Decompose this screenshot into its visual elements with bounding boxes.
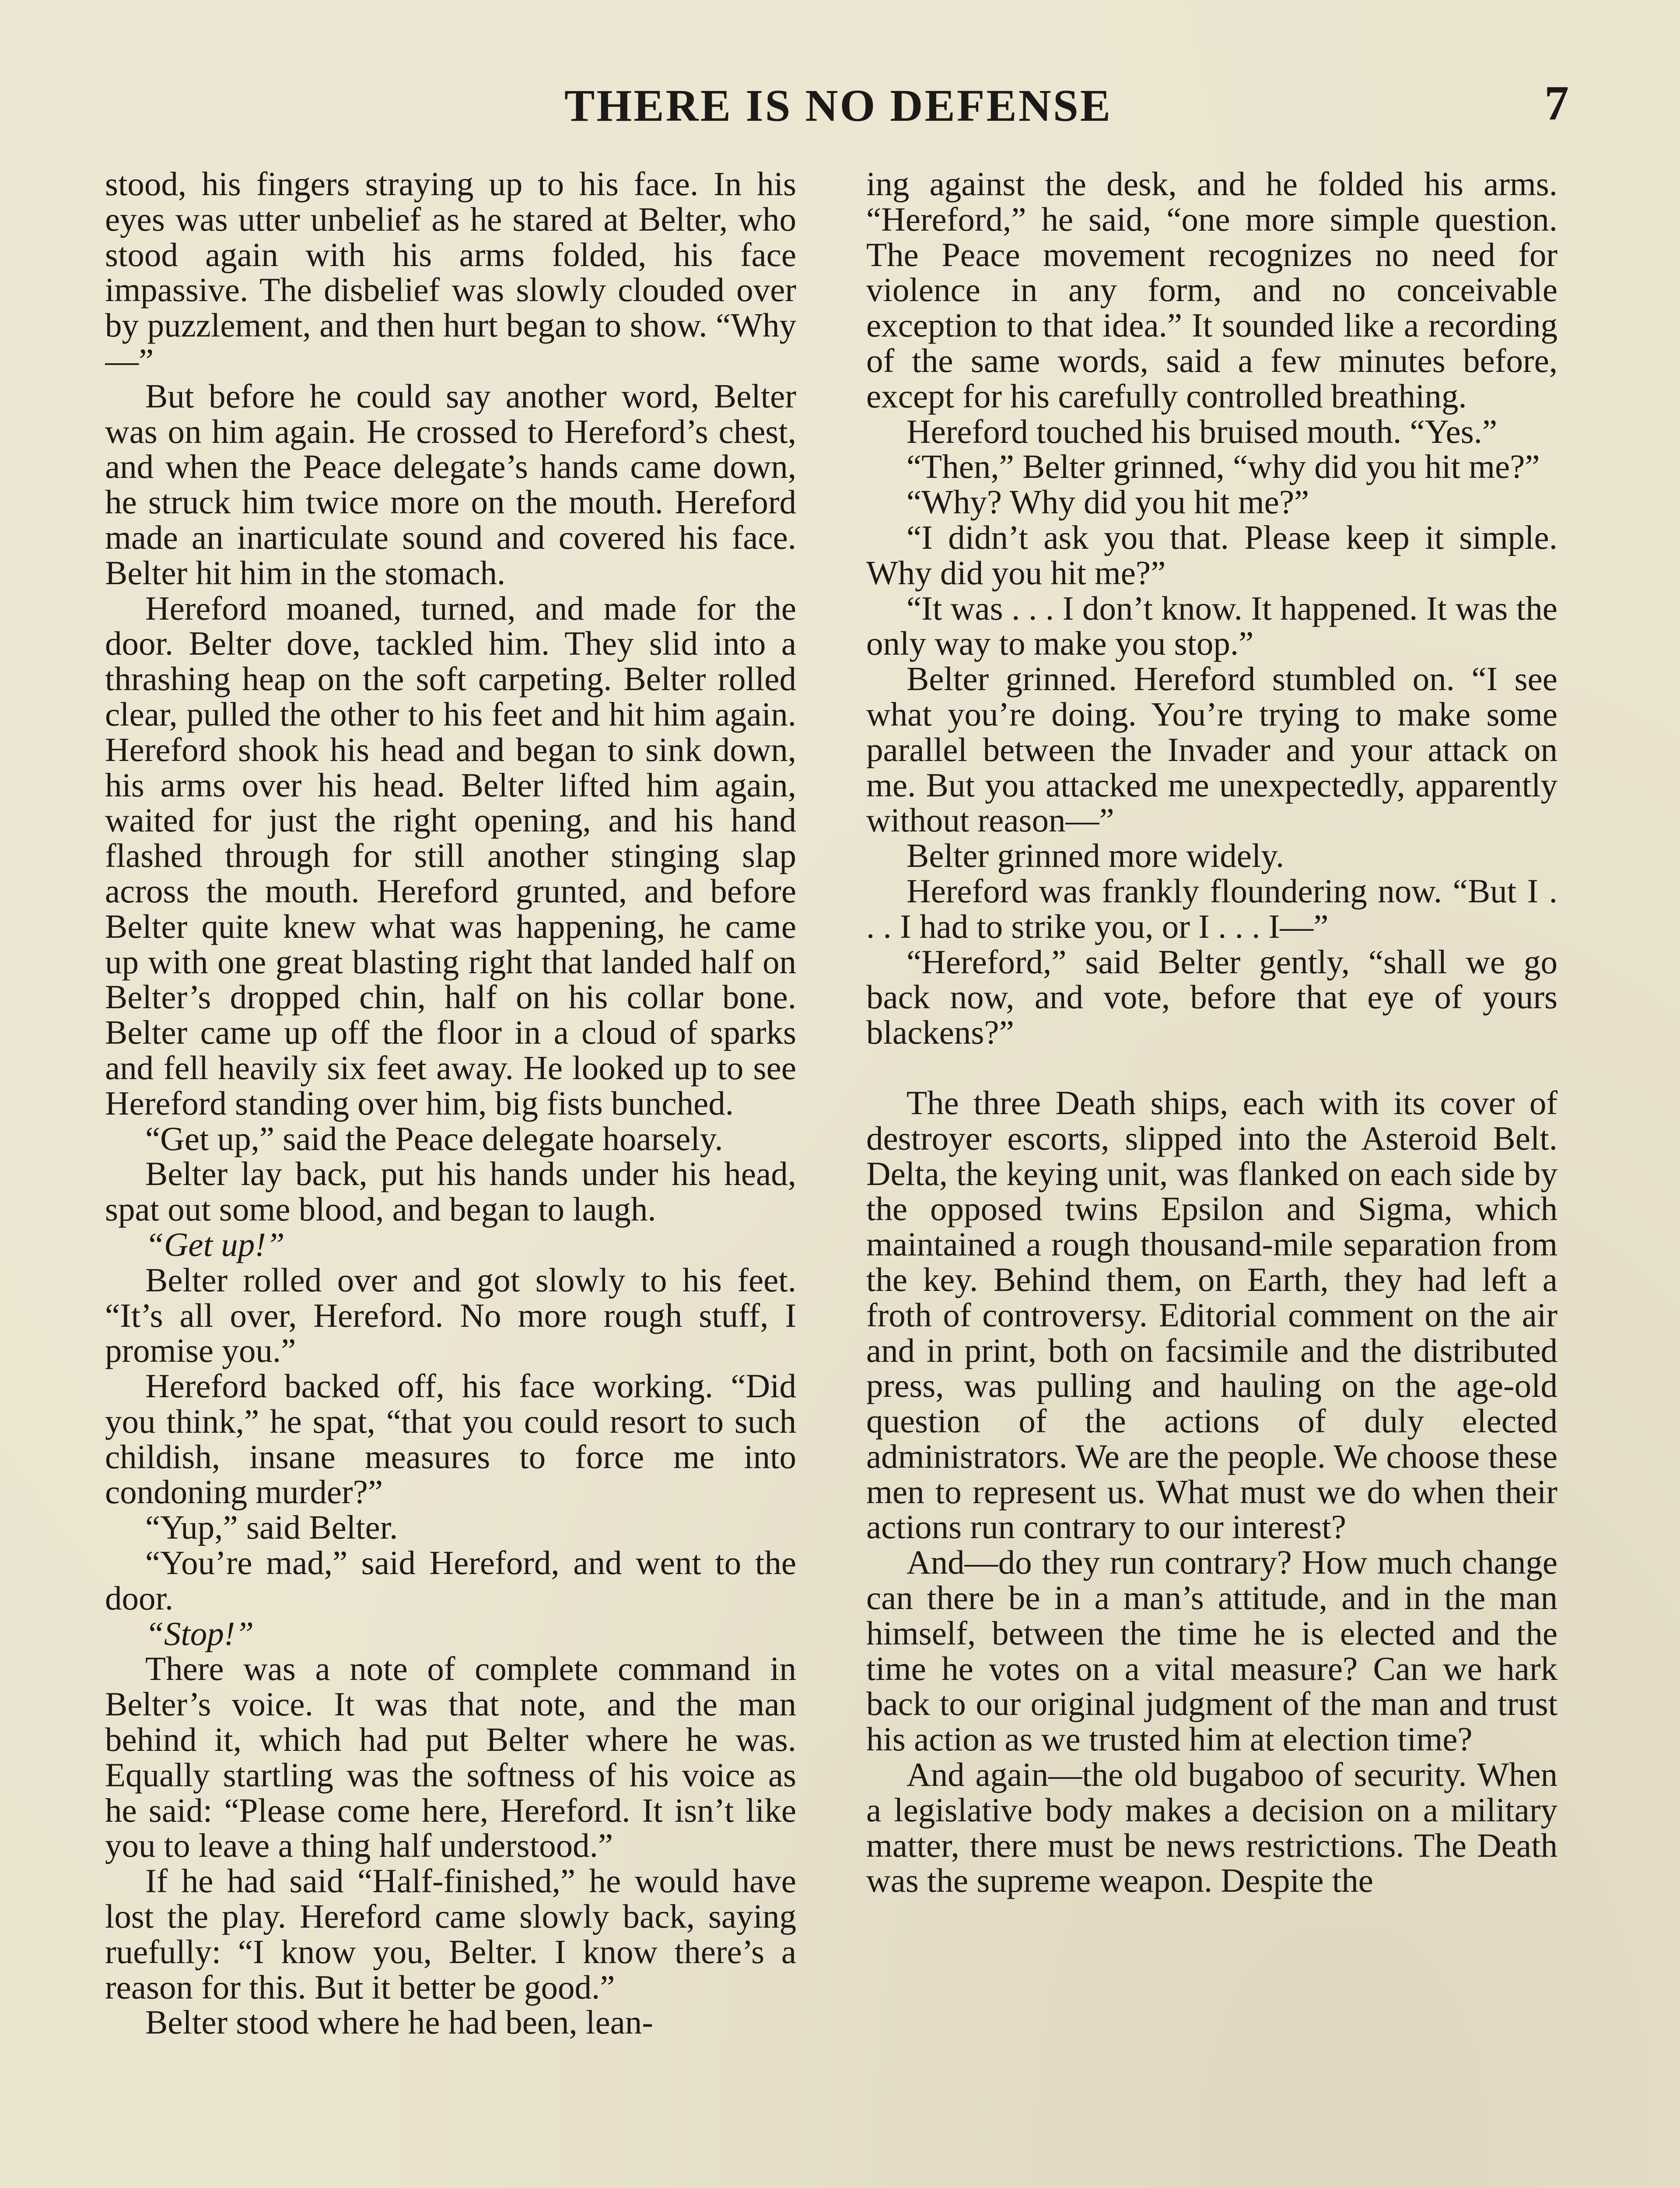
paragraph: Hereford touched his bruised mouth. “Yes.”	[906, 412, 1498, 450]
paragraph: Belter grinned. Hereford stumbled on. “I see what you’re doing. You’re trying to make some parallel between the Invader and your attack on me. But you attacked me unexpectedly, apparently without reason—”	[866, 660, 1558, 839]
paragraph: stood, his fingers straying up to his face. In his eyes was utter unbelief as he stared at Belter, who stood again with his arms folded, his face impassive. The disbelief was slowly clouded over by puzzlement, and then hurt began to show. “Why—”	[105, 166, 796, 379]
paragraph: “Why? Why did you hit me?”	[906, 483, 1309, 521]
paragraph: “Then,” Belter grinned, “why did you hit me?”	[906, 448, 1540, 486]
paragraph: “You’re mad,” said Hereford, and went to the door.	[105, 1544, 796, 1617]
paragraph: The three Death ships, each with its cover of destroyer escorts, slipped into the Asteroid Belt. Delta, the keying unit, was flanked on each side by the opposed twins Epsilon and Sigma, which maintained a rough thousand-mile separation from the key. Behind them, on Earth, they had left a froth of controversy. Editorial comment on the air and in print, both on facsimile and the distributed press, was pulling and hauling on the age-old question of the actions of duly elected administrators. We are the people. We choose these men to represent us. What must we do when their actions run contrary to our interest?	[866, 1083, 1558, 1546]
paragraph: Belter grinned more widely.	[906, 837, 1284, 875]
paragraph: And again—the old bugaboo of security. When a legislative body makes a decision on a military matter, there must be news restrictions. The Death was the supreme weapon. Despite the	[866, 1756, 1558, 1900]
running-title: THERE IS NO DEFENSE	[564, 81, 1113, 131]
paragraph: Belter rolled over and got slowly to his feet. “It’s all over, Hereford. No more rough stuff, I promise you.”	[105, 1261, 796, 1370]
right-text-column	[866, 166, 1558, 2188]
paragraph: “Get up!”	[145, 1225, 285, 1263]
paragraph: Hereford moaned, turned, and made for the door. Belter dove, tackled him. They slid into a thrashing heap on the soft carpeting. Belter rolled clear, pulled the other to his feet and hit him again. Hereford shook his head and began to sink down, his arms over his head. Belter lifted him again, waited for just the right opening, and his hand flashed through for still another stinging slap across the mouth. Hereford grunted, and before Belter quite knew what was happening, he came up with one great blasting right that landed half on Belter’s dropped chin, half on his collar bone. Belter came up off the floor in a cloud of sparks and fell heavily six feet away. He looked up to see Hereford standing over him, big fists bunched.	[105, 589, 796, 1122]
paragraph: If he had said “Half-finished,” he would have lost the play. Hereford came slowly back, saying ruefully: “I know you, Belter. I know there’s a reason for this. But it better be good.”	[105, 1862, 796, 2006]
paragraph: “It was . . . I don’t know. It happened. It was the only way to make you stop.”	[866, 589, 1558, 663]
paragraph: Hereford was frankly floundering now. “But I . . . I had to strike you, or I . . . I—”	[866, 872, 1558, 945]
paragraph: “I didn’t ask you that. Please keep it simple. Why did you hit me?”	[866, 518, 1558, 592]
paragraph: Belter stood where he had been, lean-	[145, 2003, 653, 2041]
paragraph: Belter lay back, put his hands under his head, spat out some blood, and began to laugh.	[105, 1155, 796, 1228]
paragraph: “Stop!”	[145, 1614, 254, 1652]
left-text-column	[105, 166, 796, 2188]
paragraph: “Hereford,” said Belter gently, “shall we go back now, and vote, before that eye of yours blackens?”	[866, 943, 1558, 1052]
paragraph: “Yup,” said Belter.	[145, 1508, 398, 1546]
paragraph: Hereford backed off, his face working. “Did you think,” he spat, “that you could resort to such childish, insane measures to force me into condoning murder?”	[105, 1367, 796, 1511]
paragraph: “Get up,” said the Peace delegate hoarsely.	[145, 1119, 723, 1157]
paragraph: There was a note of complete command in Belter’s voice. It was that note, and the man behind it, which had put Belter where he was. Equally startling was the softness of his voice as he said: “Please come here, Hereford. It isn’t like you to leave a thing half understood.”	[105, 1650, 796, 1865]
running-header	[0, 66, 1680, 144]
paragraph: But before he could say another word, Belter was on him again. He crossed to Hereford’s chest, and when the Peace delegate’s hands came down, he struck him twice more on the mouth. Hereford made an inarticulate sound and covered his face. Belter hit him in the stomach.	[105, 377, 796, 592]
paragraph: And—do they run contrary? How much change can there be in a man’s attitude, and in the man himself, between the time he is elected and the time he votes on a vital measure? Can we hark back to our original judgment of the man and trust his action as we trusted him at election time?	[866, 1543, 1558, 1758]
paragraph: ing against the desk, and he folded his arms. “Hereford,” he said, “one more simple question. The Peace movement recognizes no need for violence in any form, and no conceivable exception to that idea.” It sounded like a recording of the same words, said a few minutes before, except for his carefully controlled breathing.	[866, 166, 1558, 415]
page-number: 7	[1544, 76, 1569, 130]
